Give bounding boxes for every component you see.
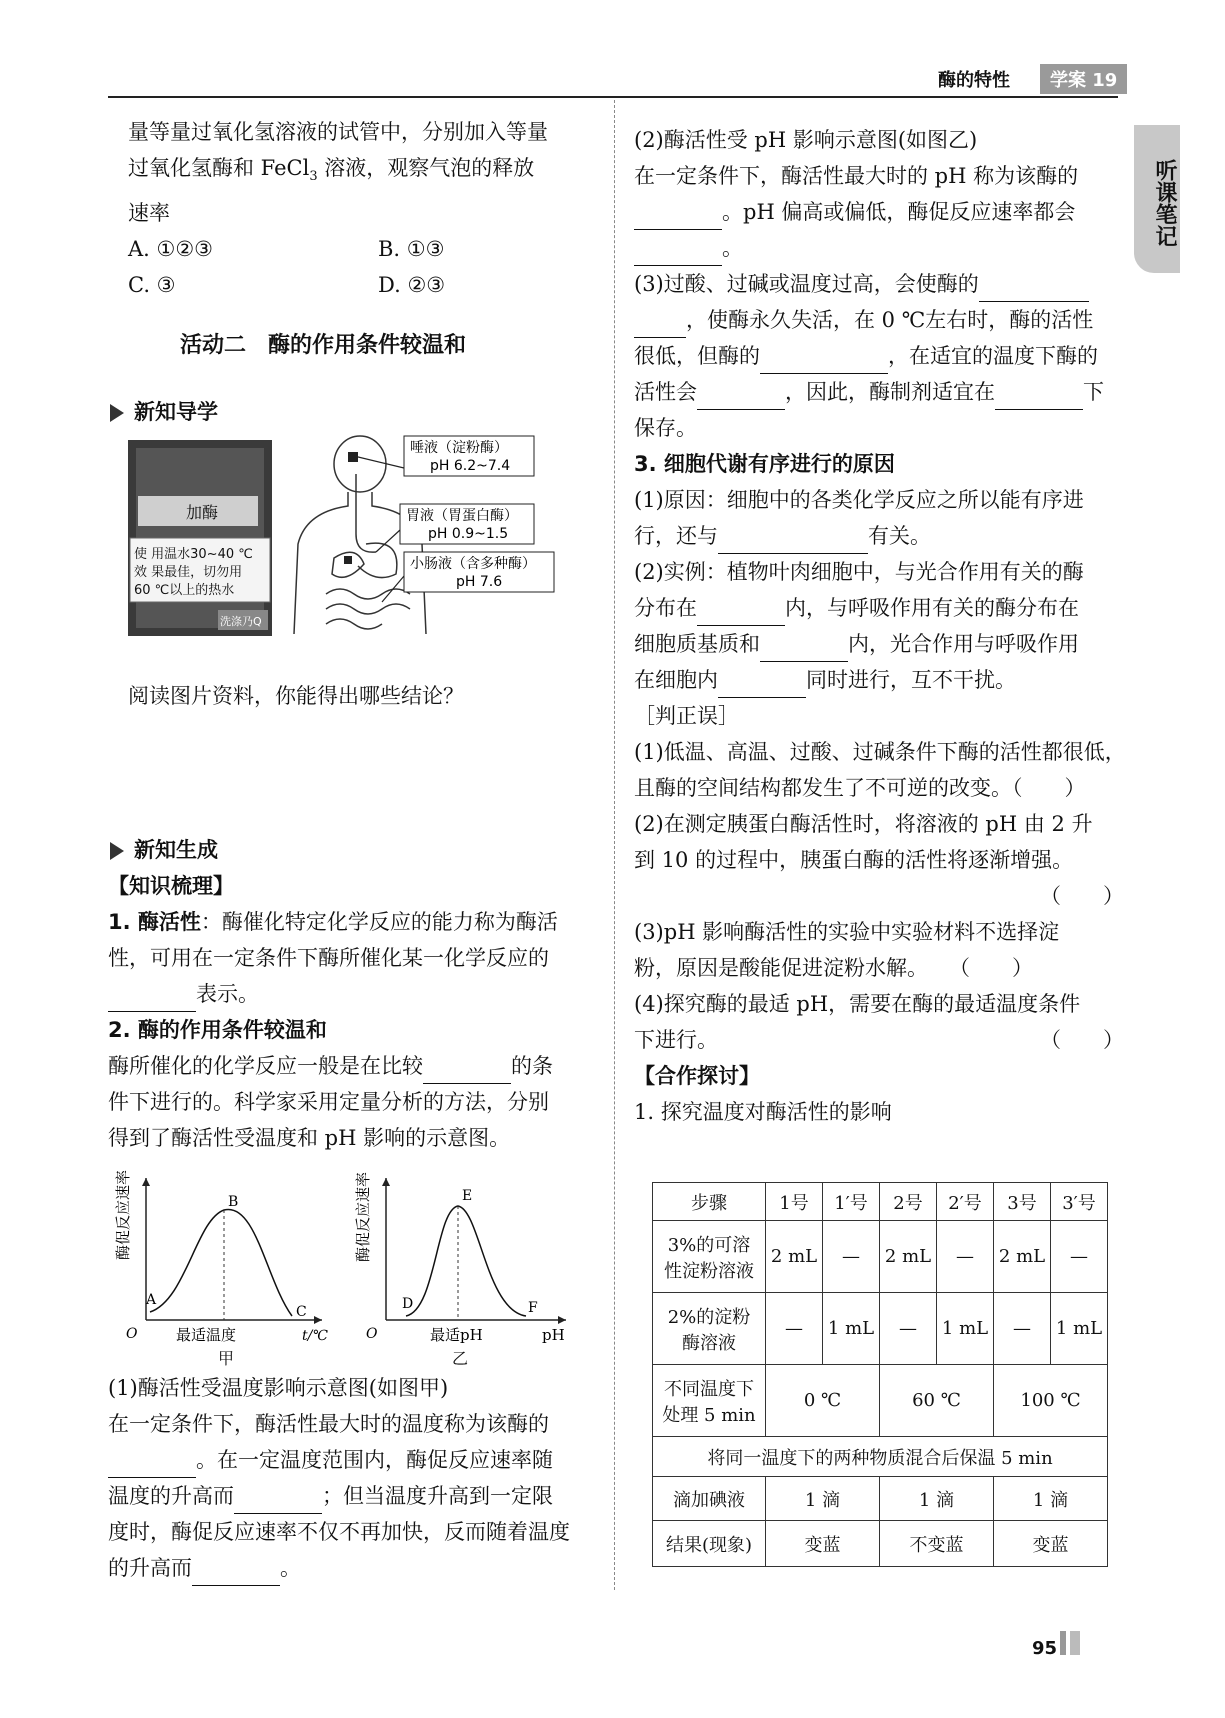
section-label: 新知生成 xyxy=(134,838,218,862)
point-c: C xyxy=(296,1304,307,1320)
r2-line-1: (3)过酸、过碱或温度过高，会使酶的 xyxy=(634,272,979,296)
table-cell: 2 mL xyxy=(880,1221,937,1293)
table-cell: 1 滴 xyxy=(766,1477,880,1521)
blank-field[interactable] xyxy=(108,989,196,1012)
judge-line-7: 粉，原因是酸能促进淀粉水解。 （ ） xyxy=(634,956,1033,980)
judge-line-2: 且酶的空间结构都发生了不可逆的改变。（ ） xyxy=(634,776,1086,800)
table-cell: 0 ℃ xyxy=(766,1365,880,1437)
x-mid-label: 最适pH xyxy=(430,1326,483,1344)
gastric-ph: pH 0.9~1.5 xyxy=(428,526,509,542)
x-axis-arrow xyxy=(558,1316,566,1324)
table-cell: 1 滴 xyxy=(880,1477,994,1521)
blank-field[interactable] xyxy=(760,639,848,662)
option-c: C. ③ xyxy=(128,273,176,298)
judge-title: ［判正误］ xyxy=(634,704,739,728)
r1-line-1: (2)酶活性受 pH 影响示意图(如图乙) xyxy=(634,128,978,152)
table-cell: 1号 xyxy=(766,1183,823,1221)
p1-line-1: ：酶催化特定化学反应的能力称为酶活 xyxy=(200,910,558,934)
p1-line-2: 性，可用在一定条件下酶所催化某一化学反应的 xyxy=(108,946,549,970)
cell-line: 2%的淀粉 xyxy=(667,1306,751,1328)
blank-field[interactable] xyxy=(634,315,686,338)
reading-question: 阅读图片资料，你能得出哪些结论？ xyxy=(128,684,464,708)
table-cell xyxy=(653,1221,766,1293)
bag-bottom-text: 洗涤乃Q xyxy=(220,615,262,628)
caption-yi: 乙 xyxy=(452,1349,469,1368)
table-cell: 1 mL xyxy=(937,1293,994,1365)
table-cell: 滴加碘液 xyxy=(653,1477,766,1521)
point-f: F xyxy=(528,1300,538,1316)
point-e: E xyxy=(462,1188,473,1204)
header-rule xyxy=(108,96,1118,98)
r2-line-2: ，使酶永久失活，在 0 ℃左右时，酶的活性 xyxy=(686,308,1094,332)
table-cell: 2 mL xyxy=(766,1221,823,1293)
liver-marker xyxy=(344,556,352,564)
cell-line: 性淀粉溶液 xyxy=(664,1260,754,1282)
y-axis-label: 酶促反应速率 xyxy=(354,1171,372,1262)
temperature-curve xyxy=(150,1209,292,1316)
subscript-3: 3 xyxy=(309,169,318,185)
table-row xyxy=(653,1365,1108,1437)
page-bar-decoration xyxy=(1060,1631,1066,1655)
table-cell: — xyxy=(823,1221,880,1293)
section-label: 新知导学 xyxy=(134,400,218,424)
blank-field[interactable] xyxy=(995,387,1083,410)
judge-line-9: 下进行。 xyxy=(634,1028,718,1052)
r3-line-1: (1)原因：细胞中的各类化学反应之所以能有序进 xyxy=(634,488,1084,512)
q-line-1: 量等量过氧化氢溶液的试管中，分别加入等量 xyxy=(128,120,548,144)
p1-line-3: 表示。 xyxy=(196,982,259,1006)
cell-line: 不同温度下 xyxy=(664,1378,754,1400)
coop-question: 1. 探究温度对酶活性的影响 xyxy=(634,1100,892,1124)
digestive-figure xyxy=(126,434,606,656)
right-text-block xyxy=(634,122,1124,1130)
table-row xyxy=(653,1437,1108,1477)
page-bar-decoration xyxy=(1070,1631,1080,1655)
table-cell: — xyxy=(1051,1221,1108,1293)
point-d: D xyxy=(402,1296,414,1312)
column-divider xyxy=(614,100,615,1590)
side-tab-notes: 听课笔记 xyxy=(1134,125,1180,273)
table-cell: 1 mL xyxy=(1051,1293,1108,1365)
saliva-ph: pH 6.2~7.4 xyxy=(430,458,511,474)
blank-field[interactable] xyxy=(979,279,1089,302)
bag-text-2: 效 果最佳，切勿用 xyxy=(134,565,243,580)
option-b: B. ①③ xyxy=(378,237,445,262)
p2-line-1a: 酶所催化的化学反应一般是在比较 xyxy=(108,1054,423,1078)
q-line-2b: 溶液，观察气泡的释放 xyxy=(317,156,535,180)
x-end-label: pH xyxy=(542,1326,565,1344)
p3-line-6a: 的升高而 xyxy=(108,1556,192,1580)
table-cell: 2 mL xyxy=(994,1221,1051,1293)
q-line-2: 过氧化氢酶和 FeCl xyxy=(128,156,310,180)
judge-line-8: (4)探究酶的最适 pH，需要在酶的最适温度条件 xyxy=(634,992,1081,1016)
p3-line-2: 在一定条件下，酶活性最大时的温度称为该酶的 xyxy=(108,1412,549,1436)
activity-title: 活动二 酶的作用条件较温和 xyxy=(180,333,467,358)
intestine-ph: pH 7.6 xyxy=(456,574,503,590)
table-cell: 3′号 xyxy=(1051,1183,1108,1221)
q-line-3: 速率 xyxy=(128,201,170,226)
p2-line-1b: 的条 xyxy=(511,1054,553,1078)
option-a: A. ①②③ xyxy=(128,237,213,262)
p3-line-4a: 温度的升高而 xyxy=(108,1484,234,1508)
table-cell: — xyxy=(994,1293,1051,1365)
table-cell: 不变蓝 xyxy=(880,1521,994,1567)
blank-field[interactable] xyxy=(423,1061,511,1084)
r1-line-4: 。 xyxy=(722,236,743,260)
judge-line-3: (2)在测定胰蛋白酶活性时，将溶液的 pH 由 2 升 xyxy=(634,812,1093,836)
option-d: D. ②③ xyxy=(378,273,446,298)
r3-line-6a: 在细胞内 xyxy=(634,668,718,692)
blank-field[interactable] xyxy=(192,1563,280,1586)
pointer-line-2 xyxy=(376,530,400,552)
table-row xyxy=(653,1221,1108,1293)
table-cell xyxy=(653,1293,766,1365)
r3-line-5a: 细胞质基质和 xyxy=(634,632,760,656)
blank-field[interactable] xyxy=(718,531,868,554)
p3-line-4b: ；但当温度升高到一定限 xyxy=(322,1484,553,1508)
section-new-knowledge xyxy=(110,396,218,426)
table-row xyxy=(653,1293,1108,1365)
caption-jia: 甲 xyxy=(218,1349,235,1368)
p3-line-6b: 。 xyxy=(280,1556,301,1580)
p3-line-5: 度时，酶促反应速率不仅不再加快，反而随着温度 xyxy=(108,1520,570,1544)
r1-line-2: 在一定条件下，酶活性最大时的 pH 称为该酶的 xyxy=(634,164,1079,188)
r3-line-2b: 有关。 xyxy=(868,524,931,548)
table-cell: 变蓝 xyxy=(766,1521,880,1567)
r3-line-4b: 内，与呼吸作用有关的酶分布在 xyxy=(785,596,1079,620)
pointer-line-1 xyxy=(354,456,404,468)
r2-line-3b: ，在适宜的温度下酶的 xyxy=(888,344,1098,368)
r2-line-4a: 活性会 xyxy=(634,380,697,404)
r3-title: 3. 细胞代谢有序进行的原因 xyxy=(634,452,895,476)
temperature-paragraph xyxy=(108,1370,598,1586)
point-a: A xyxy=(146,1292,157,1308)
r2-line-4c: 下 xyxy=(1083,380,1104,404)
r3-line-5b: 内，光合作用与呼吸作用 xyxy=(848,632,1079,656)
blank-field[interactable] xyxy=(634,207,722,230)
r3-line-2a: 行，还与 xyxy=(634,524,718,548)
x-axis-arrow xyxy=(314,1316,322,1324)
table-cell: 步骤 xyxy=(653,1183,766,1221)
p2-title: 2. 酶的作用条件较温和 xyxy=(108,1018,327,1042)
blank-field[interactable] xyxy=(697,603,785,626)
y-axis-label: 酶促反应速率 xyxy=(114,1169,132,1260)
table-cell: 变蓝 xyxy=(994,1521,1108,1567)
table-row xyxy=(653,1477,1108,1521)
left-question-continuation xyxy=(128,114,598,303)
cell-line: 3%的可溶 xyxy=(667,1234,751,1256)
table-cell xyxy=(653,1365,766,1437)
table-cell: 结果(现象) xyxy=(653,1521,766,1567)
judge-line-1: (1)低温、高温、过酸、过碱条件下酶的活性都很低， xyxy=(634,740,1126,764)
p3-line-1: (1)酶活性受温度影响示意图(如图甲) xyxy=(108,1376,449,1400)
table-cell: — xyxy=(880,1293,937,1365)
x-end-label: t/℃ xyxy=(302,1328,329,1344)
judge-line-4: 到 10 的过程中，胰蛋白酶的活性将逐渐增强。 xyxy=(634,848,1074,872)
experiment-table xyxy=(652,1182,1108,1567)
judge-line-6: (3)pH 影响酶活性的实验中实验材料不选择淀 xyxy=(634,920,1060,944)
judge-line-10: （ ） xyxy=(1040,1028,1124,1052)
p1-title: 1. 酶活性 xyxy=(108,910,201,934)
bag-text-1: 使 用温水30~40 ℃ xyxy=(134,547,253,562)
table-cell: — xyxy=(766,1293,823,1365)
point-b: B xyxy=(228,1194,239,1210)
triangle-icon xyxy=(110,842,124,860)
p2-line-2: 件下进行的。科学家采用定量分析的方法，分别 xyxy=(108,1090,549,1114)
enzyme-curves-figure xyxy=(116,1170,586,1350)
page-number: 95 xyxy=(1032,1638,1058,1659)
bag-brand: 加酶 xyxy=(186,503,219,522)
gastric-label: 胃液（胃蛋白酶） xyxy=(406,508,518,524)
cell-line: 酶溶液 xyxy=(682,1332,736,1354)
table-cell: 100 ℃ xyxy=(994,1365,1108,1437)
detergent-bag-image xyxy=(128,440,272,636)
intestine-label: 小肠液（含多种酶） xyxy=(410,556,536,572)
table-cell: 2号 xyxy=(880,1183,937,1221)
coop-title: 【合作探讨】 xyxy=(634,1064,760,1088)
x-mid-label: 最适温度 xyxy=(176,1326,237,1344)
triangle-icon xyxy=(110,404,124,422)
table-row xyxy=(653,1183,1108,1221)
r3-line-3: (2)实例：植物叶肉细胞中，与光合作用有关的酶 xyxy=(634,560,1084,584)
y-axis-arrow xyxy=(142,1178,150,1186)
table-cell: 将同一温度下的两种物质混合后保温 5 min xyxy=(653,1437,1108,1477)
r2-line-5: 保存。 xyxy=(634,416,697,440)
p3-line-3: 。在一定温度范围内，酶促反应速率随 xyxy=(196,1448,553,1472)
table-cell: — xyxy=(937,1221,994,1293)
table-cell: 3号 xyxy=(994,1183,1051,1221)
blank-field[interactable] xyxy=(634,243,722,266)
origin-label: O xyxy=(366,1326,378,1342)
r2-line-4b: ，因此，酶制剂适宜在 xyxy=(785,380,995,404)
table-cell: 1′号 xyxy=(823,1183,880,1221)
blank-field[interactable] xyxy=(697,387,785,410)
table-cell: 1 mL xyxy=(823,1293,880,1365)
r1-line-3: 。pH 偏高或偏低，酶促反应速率都会 xyxy=(722,200,1076,224)
origin-label: O xyxy=(126,1326,138,1342)
blank-field[interactable] xyxy=(234,1491,322,1514)
y-axis-arrow xyxy=(382,1178,390,1186)
table-cell: 1 滴 xyxy=(994,1477,1108,1521)
knowledge-block xyxy=(108,868,598,1156)
table-row xyxy=(653,1521,1108,1567)
blank-field[interactable] xyxy=(108,1455,196,1478)
bag-text-3: 60 ℃以上的热水 xyxy=(134,583,235,598)
saliva-label: 唾液（淀粉酶） xyxy=(410,440,508,456)
r2-line-3a: 很低，但酶的 xyxy=(634,344,760,368)
table-cell: 2′号 xyxy=(937,1183,994,1221)
r3-line-4a: 分布在 xyxy=(634,596,697,620)
table-cell: 60 ℃ xyxy=(880,1365,994,1437)
cell-line: 处理 5 min xyxy=(662,1404,756,1426)
ph-curve xyxy=(406,1206,526,1316)
judge-line-5: （ ） xyxy=(1040,884,1124,908)
page-header-title: 酶的特性 xyxy=(938,70,1010,91)
lesson-badge: 学案 19 xyxy=(1040,64,1127,94)
knowledge-heading: 【知识梳理】 xyxy=(108,874,234,898)
section-knowledge-gen xyxy=(110,834,218,864)
blank-field[interactable] xyxy=(718,675,806,698)
r3-line-6b: 同时进行，互不干扰。 xyxy=(806,668,1016,692)
blank-field[interactable] xyxy=(760,351,888,374)
p2-line-3: 得到了酶活性受温度和 pH 影响的示意图。 xyxy=(108,1126,511,1150)
